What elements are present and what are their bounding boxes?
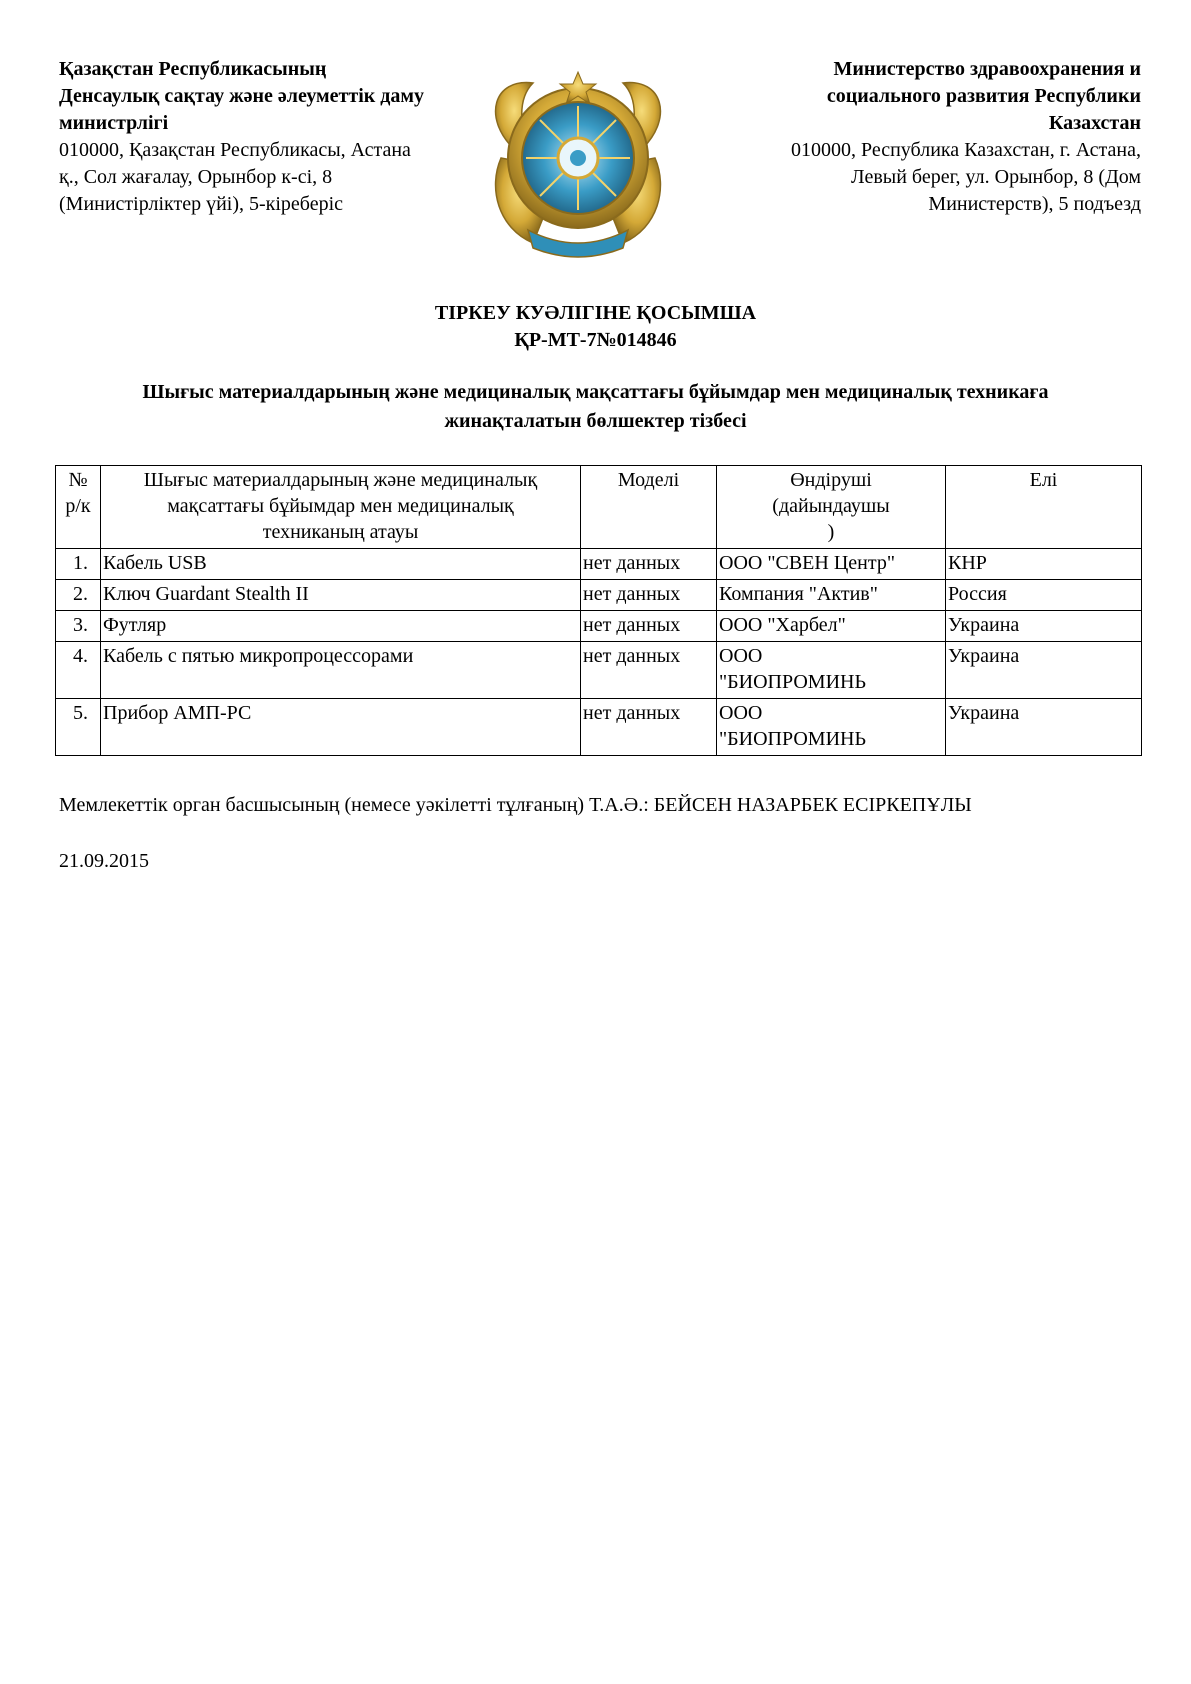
header-line: № [68,469,88,491]
row-manufacturer [717,611,946,642]
header-line: Елі [1029,469,1058,491]
ministry-name-ru [701,56,1141,137]
manufacturer-line: Компания "Актив" [719,583,878,605]
header-line: техниканың атауы [262,521,419,543]
row-country: КНР [946,549,1142,580]
header-line: Моделі [617,469,680,491]
ministry-name-kz-line: Денсаулық сақтау және әлеуметтік даму [59,85,425,107]
title-line: ТІРКЕУ КУӘЛІГІНЕ ҚОСЫМША [434,302,757,324]
row-name: Кабель USB [101,549,581,580]
ministry-name-kz-line: Қазақстан Республикасының [59,58,327,80]
header-right-ru [701,56,1141,218]
table-header-row [56,466,1142,549]
row-model: нет данных [581,611,717,642]
header-name [101,466,581,549]
ministry-name-ru-line: Казахстан [1048,112,1141,134]
manufacturer-line: "БИОПРОМИНЬ [719,671,866,693]
signer-line: Мемлекеттік орган басшысының (немесе уәкілетті тұлғаның) Т.А.Ә.: БЕЙСЕН НАЗАРБЕК ЕСІРКЕПҰЛЫ [59,794,972,816]
table-row [56,549,1142,580]
header-manufacturer [717,466,946,549]
row-model: нет данных [581,580,717,611]
row-name: Ключ Guardant Stealth II [101,580,581,611]
header-country [946,466,1142,549]
manufacturer-line: ООО "Харбел" [719,614,846,636]
row-country: Украина [946,611,1142,642]
row-name: Футляр [101,611,581,642]
certificate-number: ҚР-МТ-7№014846 [514,329,677,351]
row-number: 3. [56,611,101,642]
document-subtitle [60,378,1131,436]
ministry-name-kz [59,56,499,137]
header-left-kz [59,56,499,218]
subtitle-line: жинақталатын бөлшектер тізбесі [444,410,747,432]
manufacturer-line: ООО "СВЕН Центр" [719,552,896,574]
address-kz-line: 010000, Қазақстан Республикасы, Астана [59,139,411,161]
ministry-name-ru-line: социального развития Республики [826,85,1141,107]
table-row [56,642,1142,699]
row-manufacturer [717,549,946,580]
table-row [56,699,1142,756]
ministry-name-ru-line: Министерство здравоохранения и [833,58,1141,80]
header-model [581,466,717,549]
row-number: 5. [56,699,101,756]
address-ru-line: Левый берег, ул. Орынбор, 8 (Дом [851,166,1141,188]
row-manufacturer [717,699,946,756]
header-line: ) [827,521,835,543]
row-number: 1. [56,549,101,580]
document-title [0,300,1191,354]
row-country: Украина [946,642,1142,699]
header-line: Шығыс материалдарының және медициналық [143,469,538,491]
row-manufacturer [717,642,946,699]
row-number: 2. [56,580,101,611]
subtitle-line: Шығыс материалдарының және медициналық мақсаттағы бұйымдар мен медициналық техникаға [142,381,1049,403]
state-emblem-icon [473,58,683,268]
row-number: 4. [56,642,101,699]
header-line: мақсаттағы бұйымдар мен медициналық [167,495,514,517]
address-ru-line: Министерств), 5 подъезд [928,193,1141,215]
row-country: Украина [946,699,1142,756]
manufacturer-line: ООО [719,702,763,724]
address-kz-line: (Министірліктер үйі), 5-кіреберіс [59,193,344,215]
ministry-name-kz-line: министрлігі [59,112,169,134]
manufacturer-line: ООО [719,645,763,667]
header-line: Өндіруші [790,469,872,491]
manufacturer-line: "БИОПРОМИНЬ [719,728,866,750]
header-line: (дайындаушы [772,495,890,517]
header-number [56,466,101,549]
table-row [56,580,1142,611]
row-model: нет данных [581,642,717,699]
address-kz-line: қ., Сол жағалау, Орынбор к-сі, 8 [59,166,333,188]
table-row [56,611,1142,642]
row-country: Россия [946,580,1142,611]
components-table [55,465,1142,756]
row-name: Прибор АМП-РС [101,699,581,756]
ministry-address-ru [701,137,1141,218]
row-name: Кабель с пятью микропроцессорами [101,642,581,699]
row-model: нет данных [581,699,717,756]
row-manufacturer [717,580,946,611]
document-date: 21.09.2015 [59,850,149,872]
ministry-address-kz [59,137,499,218]
row-model: нет данных [581,549,717,580]
header-line: р/к [65,495,91,517]
address-ru-line: 010000, Республика Казахстан, г. Астана, [790,139,1141,161]
